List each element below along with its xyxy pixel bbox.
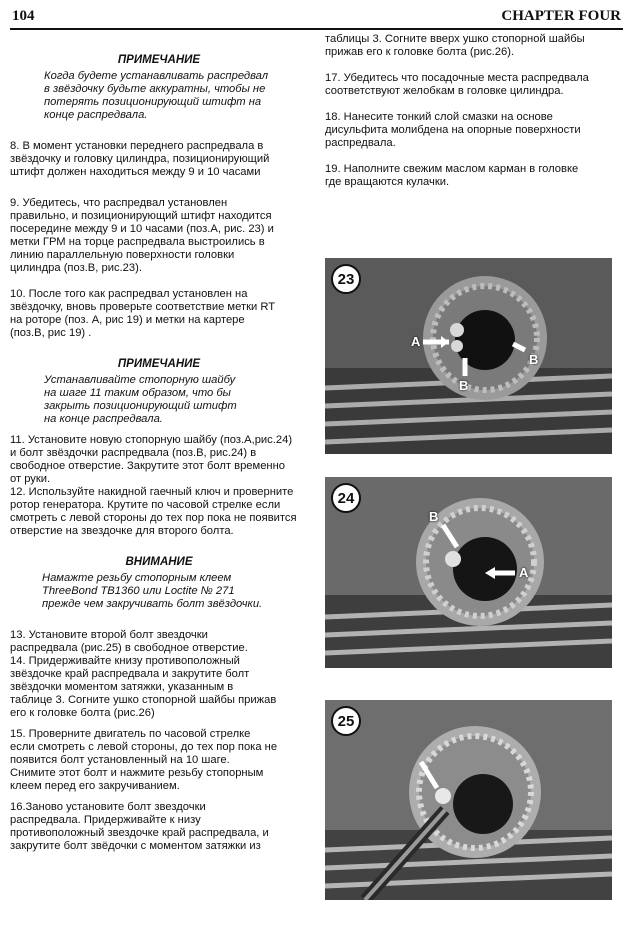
step-16 (10, 801, 308, 853)
step-8-line: штифт должен находиться между 9 и 10 часами (10, 166, 261, 178)
step-11-line: свободное отверстие. Закрутите этот болт временно (10, 460, 285, 472)
chapter-title: CHAPTER FOUR (501, 8, 621, 24)
step-11 (10, 434, 308, 486)
step-12 (10, 486, 308, 538)
step-9 (10, 197, 308, 275)
step-12-line: ротор генератора. Крутите по часовой стрелке если (10, 499, 281, 511)
step-15-line: появится болт установленный на 10 шаге. (10, 754, 230, 766)
step-15-line: клеем перед его закручиванием. (10, 780, 180, 792)
left-column (10, 54, 308, 853)
figure-number-23: 23 (331, 264, 361, 294)
step-15-line: если смотреть с левой стороны, до тех пор пока не (10, 741, 278, 753)
step-12-line: смотреть с левой стороны до тех пор пока не появится (10, 512, 297, 524)
step-12-line: отверстие на звездочке для второго болта. (10, 525, 234, 537)
page-number: 104 (12, 8, 35, 24)
figure-23-photo (325, 258, 612, 454)
note-2-line: закрыть позиционирующий штифт (44, 400, 237, 412)
warning (10, 556, 308, 611)
note-2-title: ПРИМЕЧАНИЕ (117, 358, 201, 370)
callout-label: B (429, 509, 439, 524)
note-1-title: ПРИМЕЧАНИЕ (117, 54, 201, 66)
engine-photo-24 (325, 477, 612, 668)
step-19-line: где вращаются кулачки. (325, 176, 450, 188)
step-9-line: 9. Убедитесь, что распредвал установлен (10, 197, 228, 209)
note-1 (10, 54, 308, 122)
note-1-line: конце распредвала. (44, 109, 148, 121)
step-14-line: звёздочки моментом затяжки, указанным в (10, 681, 234, 693)
step-13 (10, 629, 308, 655)
step-17-line: соответствуют желобкам в головке цилиндра. (325, 85, 564, 97)
step-18 (325, 111, 615, 150)
note-1-line: в звёздочку будьте аккуратны, чтобы не (44, 83, 266, 95)
cont-line: прижав его к головке болта (рис.26). (325, 46, 515, 58)
step-10 (10, 288, 308, 340)
step-10-line: звёздочку, вновь проверьте соответствие метки RT (10, 301, 276, 313)
step-14 (10, 655, 308, 720)
step-15-line: 15. Проверните двигатель по часовой стрелке (10, 728, 251, 740)
step-15 (10, 728, 308, 793)
step-11-line: и болт звёздочки распредвала (поз.B, рис.24) в (10, 447, 257, 459)
step-14-line: звёздочке край распредвала и закрутите болт (10, 668, 250, 680)
figure-number-24: 24 (331, 483, 361, 513)
step-8-line: звёздочку и головку цилиндра, позиционирующий (10, 153, 270, 165)
callout-label: A (411, 334, 421, 349)
note-1-line: Когда будете устанавливать распредвал (44, 70, 269, 82)
step-10-line: 10. После того как распредвал установлен на (10, 288, 248, 300)
note-2-line: Устанавливайте стопорную шайбу (44, 374, 236, 386)
step-18-line: распредвала. (325, 137, 396, 149)
warning-title: ВНИМАНИЕ (125, 556, 193, 568)
engine-photo-25 (325, 700, 612, 900)
step-18-line: 18. Нанесите тонкий слой смазки на основе (325, 111, 553, 123)
cont-line: таблицы 3. Согните вверх ушко стопорной шайбы (325, 33, 585, 45)
step-18-line: дисульфита молибдена на опорные поверхности (325, 124, 581, 136)
step-16-line: распредвала. Придерживайте к низу (10, 814, 201, 826)
note-2 (10, 358, 308, 426)
figure-number-25: 25 (331, 706, 361, 736)
step-19-line: 19. Наполните свежим маслом карман в головке (325, 163, 579, 175)
right-column (325, 33, 615, 189)
step-11-line: от руки. (10, 473, 51, 485)
step-16-line: противоположный звездочке край распредвала, и (10, 827, 269, 839)
callout-label: B (459, 378, 469, 393)
note-1-line: потерять позиционирующий штифт на (44, 96, 262, 108)
step-13-line: распредвала (рис.25) в свободное отверстие. (10, 642, 248, 654)
warning-line: Намажте резьбу стопорным клеем (42, 572, 232, 584)
step-9-line: правильно, и позиционирующий штифт находится (10, 210, 272, 222)
engine-photo-23 (325, 258, 612, 454)
step-10-line: (поз.B, рис 19) . (10, 327, 92, 339)
step-9-line: цилиндра (поз.B, рис.23). (10, 262, 142, 274)
step-9-line: посередине между 9 и 10 часами (поз.A, рис. 23) и (10, 223, 274, 235)
step-12-line: 12. Используйте накидной гаечный ключ и проверните (10, 486, 294, 498)
step-14-line: 14. Придерживайте книзу противоположный (10, 655, 240, 667)
step-9-line: линию параллельную поверхности головки (10, 249, 235, 261)
note-2-line: на конце распредвала. (44, 413, 163, 425)
step-17 (325, 72, 615, 98)
step-10-line: на роторе (поз. A, рис 19) и метки на картере (10, 314, 245, 326)
step-14-line: его к головке болта (рис.26) (10, 707, 155, 719)
step-13-line: 13. Установите второй болт звездочки (10, 629, 208, 641)
note-2-line: на шаге 11 таким образом, что бы (44, 387, 231, 399)
step-9-line: метки ГРМ на торце распредвала выстроились в (10, 236, 265, 248)
step-19 (325, 163, 615, 189)
step-16-line: закрутите болт звёдочки с моментом затяжки из (10, 840, 261, 852)
step-14-line: таблице 3. Согните ушко стопорной шайбы прижав (10, 694, 277, 706)
figure-25-photo (325, 700, 612, 900)
step-15-line: Снимите этот болт и нажмите резьбу стопорным (10, 767, 264, 779)
callout-label: A (519, 565, 529, 580)
step-8 (10, 140, 308, 179)
step-11-line: 11. Установите новую стопорную шайбу (поз.A,рис.24) (10, 434, 293, 446)
step-16-continued (325, 33, 615, 59)
step-8-line: 8. В момент установки переднего распредвала в (10, 140, 264, 152)
callout-label: B (529, 352, 539, 367)
warning-line: прежде чем закручивать болт звёздочки. (42, 598, 263, 610)
figure-24-photo (325, 477, 612, 668)
header-rule (10, 28, 623, 30)
step-16-line: 16.Заново установите болт звездочки (10, 801, 206, 813)
warning-line: ThreeBond TB1360 или Loctite № 271 (42, 585, 235, 597)
step-17-line: 17. Убедитесь что посадочные места распредвала (325, 72, 589, 84)
